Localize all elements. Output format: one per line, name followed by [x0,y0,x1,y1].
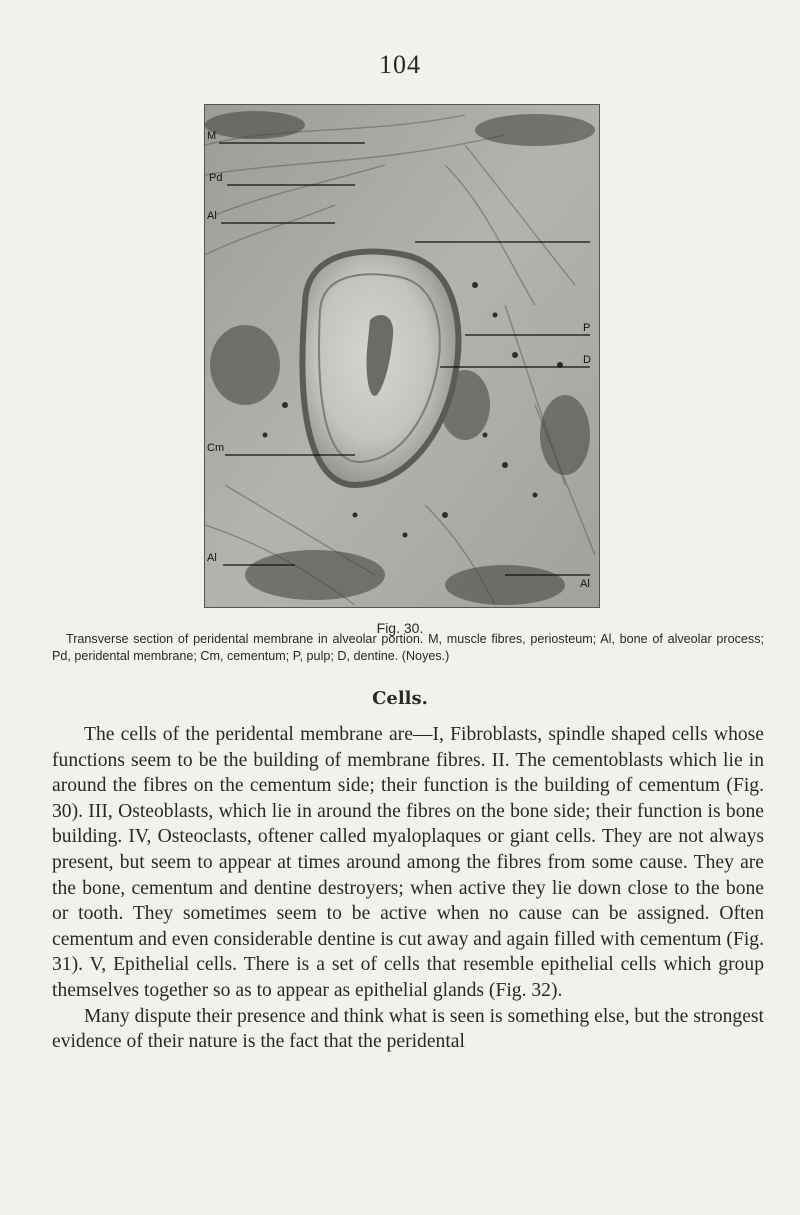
label-al-lower-left: Al [207,552,217,564]
label-m: M [207,130,217,142]
label-pd: Pd [209,172,223,184]
label-p: P [583,322,591,334]
label-al-lower-right: Al [580,578,590,590]
figure-number: Fig. 30. [376,620,424,636]
label-al-upper: Al [207,210,217,222]
page-number: 104 [379,50,421,79]
label-cm: Cm [207,442,225,454]
figure-micrograph [204,104,600,608]
micrograph-illustration [205,105,599,607]
paragraph: Many dispute their presence and think what is seen is something else, but the strongest evidence of their nature is the fact that the peridental [52,1005,764,1053]
section-heading: Cells. [372,688,428,709]
figure-caption: Transverse section of peridental membrane in alveolar portion. M, muscle fibres, periosteum; Al, bone of alveolar process; Pd, peridental membrane; Cm, cementum; P, pulp; D, dentine. (Noyes.) [52,632,764,663]
label-d: D [583,354,591,366]
body-text [52,722,764,1055]
paragraph: The cells of the peridental membrane are—I, Fibroblasts, spindle shaped cells whose functions seem to be the building of membrane fibres. II. The cementoblasts which lie in around the fibres on the cementum side; their function is the building of cementum (Fig. 30). III, Osteoblasts, which lie in around the fibres on the bone side; their function is bone building. IV, Osteoclasts, oftener called myaloplaques or giant cells. They are not always present, but seem to appear at times around among the fibres from some cause. They are the bone, cementum and dentine destroyers; when active they lie down close to the bone or tooth. They sometimes seem to be active when no cause can be assigned. Often cementum and even considerable dentine is cut away and again filled with cementum (Fig. 31). V, Epithelial cells. There is a set of cells that resemble epithelial cells which group themselves together so as to appear as epithelial glands (Fig. 32). [52,724,764,1001]
